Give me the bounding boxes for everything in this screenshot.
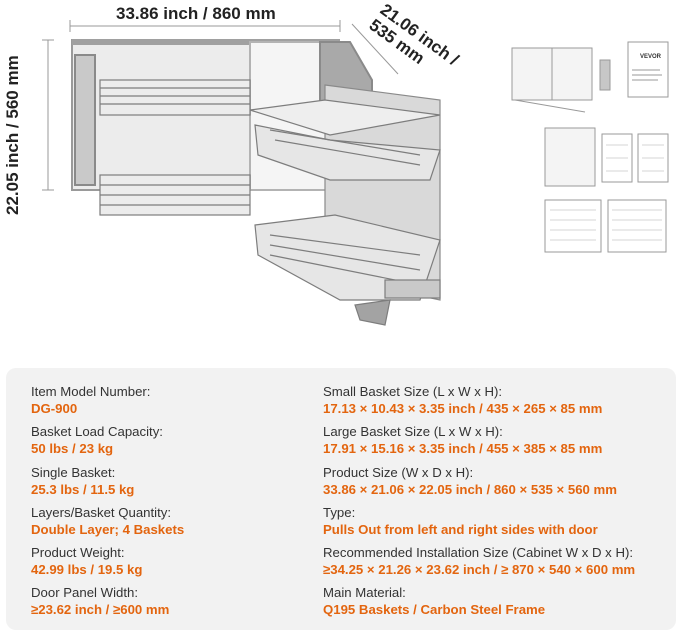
spec-item [323, 504, 635, 544]
spec-label: Large Basket Size (L x W x H): [323, 424, 503, 440]
spec-item [31, 464, 184, 504]
spec-value: 33.86 × 21.06 × 22.05 inch / 860 × 535 × 560 mm [323, 481, 618, 497]
spec-label: Basket Load Capacity: [31, 424, 163, 440]
spec-item [31, 383, 184, 423]
spec-value: 42.99 lbs / 19.5 kg [31, 562, 143, 578]
spec-label: Recommended Installation Size (Cabinet W x D x H): [323, 545, 634, 561]
spec-value: Q195 Baskets / Carbon Steel Frame [323, 602, 546, 618]
spec-item [31, 544, 184, 584]
spec-item [323, 584, 635, 624]
spec-label: Product Size (W x D x H): [323, 464, 474, 480]
spec-value: 17.13 × 10.43 × 3.35 inch / 435 × 265 × 85 mm [323, 401, 603, 416]
spec-column-right [323, 383, 635, 625]
spec-label: Main Material: [323, 585, 406, 601]
spec-panel [6, 368, 676, 630]
spec-label: Item Model Number: [31, 384, 151, 399]
manual-brand: VEVOR [640, 54, 662, 60]
spec-item [31, 423, 184, 463]
spec-item [31, 504, 184, 544]
thumb-large-basket-2 [608, 200, 666, 252]
spec-value: Pulls Out from left and right sides with door [323, 521, 598, 537]
thumb-frame-front [545, 128, 595, 186]
spec-label: Layers/Basket Quantity: [31, 504, 172, 520]
spec-label: Type: [323, 504, 356, 520]
spec-label: Product Weight: [31, 545, 125, 561]
accessory-thumbnails [512, 42, 668, 252]
depth-dimension-label: 21.06 inch / 535 mm [365, 0, 463, 70]
spec-item [323, 423, 635, 463]
spec-item [323, 383, 635, 423]
spec-item [323, 544, 635, 584]
spec-label: Single Basket: [31, 464, 116, 480]
spec-value: ≥23.62 inch / ≥600 mm [31, 602, 170, 618]
spec-column-left [31, 383, 184, 625]
spec-value: 17.91 × 15.16 × 3.35 inch / 455 × 385 × 85 mm [323, 441, 603, 457]
spec-item [31, 584, 184, 624]
spec-label: Door Panel Width: [31, 585, 139, 601]
spec-value: ≥34.25 × 21.26 × 23.62 inch / ≥ 870 × 540 × 600 mm [323, 562, 636, 578]
spec-item [323, 464, 635, 504]
thumb-large-basket-1 [545, 200, 601, 252]
spec-value: Double Layer; 4 Baskets [31, 521, 185, 537]
thumb-bracket [600, 60, 610, 90]
spec-value: 25.3 lbs / 11.5 kg [31, 481, 135, 497]
spec-value: DG-900 [31, 401, 78, 416]
spec-value: 50 lbs / 23 kg [31, 441, 114, 457]
spec-label: Small Basket Size (L x W x H): [323, 384, 503, 399]
height-dimension-label: 22.05 inch / 560 mm [3, 55, 22, 215]
width-dimension-label: 33.86 inch / 860 mm [116, 4, 276, 23]
